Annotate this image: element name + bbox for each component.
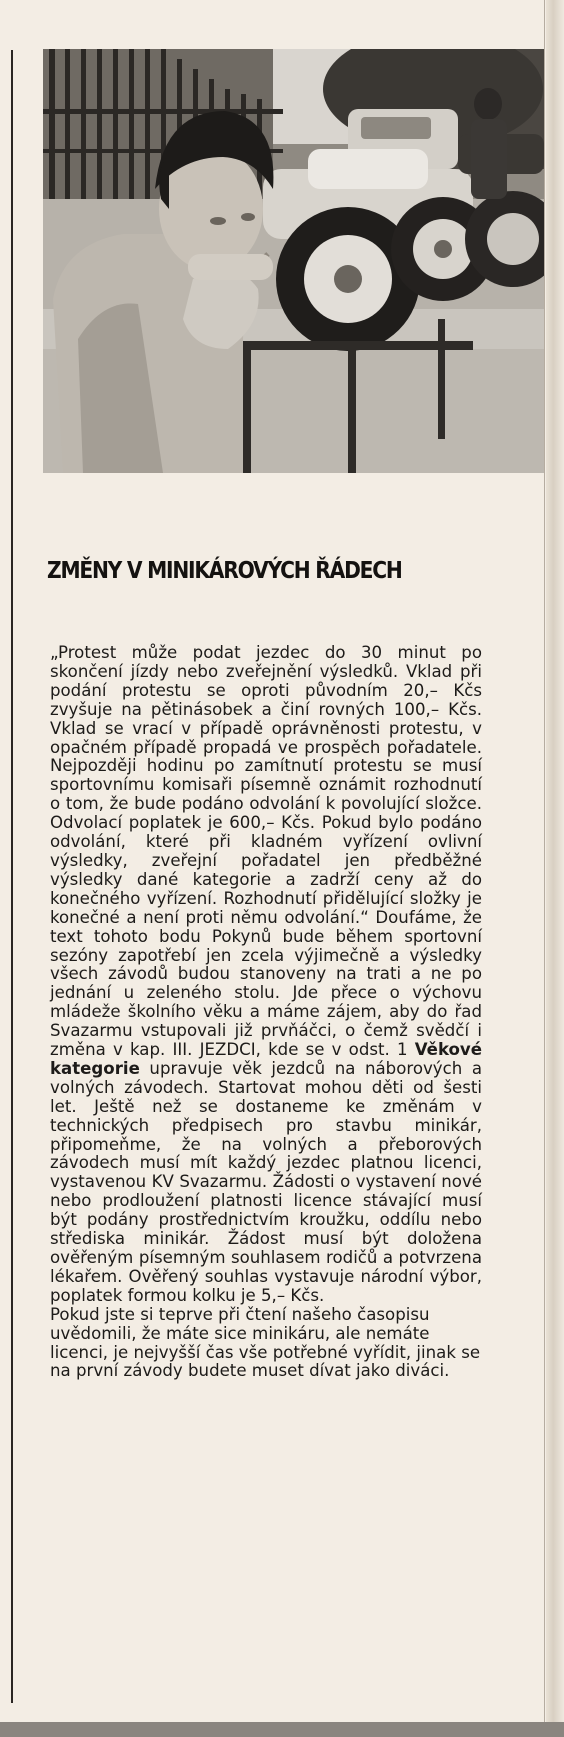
page-bottom-band <box>0 1722 564 1737</box>
column-rule-right <box>544 0 545 1737</box>
bold-phrase-vekove-kategorie: Věkové kategorie <box>50 1040 482 1078</box>
article-paragraph-2: Pokud jste si teprve při čtení našeho časopisu uvědomili, že máte sice minikáru, ale nemáte licenci, je nejvyšší čas vše potřebné vyřídit, jinak se na první závody budete muset dívat jako diváci. <box>50 1304 481 1381</box>
column-rule-left <box>11 50 13 1703</box>
paragraph-1-continuation: upravuje věk jezdců na náborových a volných závodech. Startovat mohou děti od šesti let. Ještě než se dostaneme ke změnám v technických předpisech pro stavbu minikár, připomeňme, že na volných a přeborových závodech musí mít každý jezdec platnou licenci, vystavenou KV Svazarmu. Žádosti o vystavení nové nebo prodloužení platnosti licence stávající musí být podány prostřednictvím kroužku, oddílu nebo střediska minikár. Žádost musí být doložena ověřeným písemným souhlasem rodičů a potvrzena lékařem. Ověřený souhlas vystavuje národní výbor, poplatek formou kolku je 5,– Kčs. <box>50 1058 482 1305</box>
photo-illustration <box>43 49 544 473</box>
article-paragraph-1 <box>50 644 482 1306</box>
photo-boy-with-minikaras <box>43 49 544 473</box>
article-headline: ZMĚNY V MINIKÁROVÝCH ŘÁDECH <box>47 558 402 584</box>
paragraph-1-text: „Protest může podat jezdec do 30 minut po skončení jízdy nebo zveřejnění výsledků. Vklad při podání protestu se oproti původním 20,– Kčs zvyšuje na pětinásobek a činí rovných 100,– Kčs. Vklad se vrací v případě oprávněnosti protestu, v opačném případě propadá ve prospěch pořadatele. Nejpozději hodinu po zamítnutí protestu se musí sportovnímu komisaři písemně oznámit rozhodnutí o tom, že bude podáno odvolání k povolující složce. Odvolací poplatek je 600,– Kčs. Pokud bylo podáno odvolání, které při kladném vyřízení ovlivní výsledky, zveřejní pořadatel jen předběžné výsledky dané kategorie a zadrží ceny až do konečného vyřízení. Rozhodnutí přidělující složky je konečné a není proti němu odvolání.“ Doufáme, že text tohoto bodu Pokynů bude během sportovní sezóny zapotřebí jen zcela výjimečně a výsledky všech závodů budou stanoveny na trati a ne po jednání u zeleného stolu. Jde přece o výchovu mládeže školního věku a máme zájem, aby do řad Svazarmu vstupovali již prvňáčci, o čemž svědčí i změna v kap. III. JEZDCI, kde se v odst. 1 <box>50 643 482 1060</box>
article-body <box>50 644 482 1381</box>
page-edge <box>546 0 564 1737</box>
